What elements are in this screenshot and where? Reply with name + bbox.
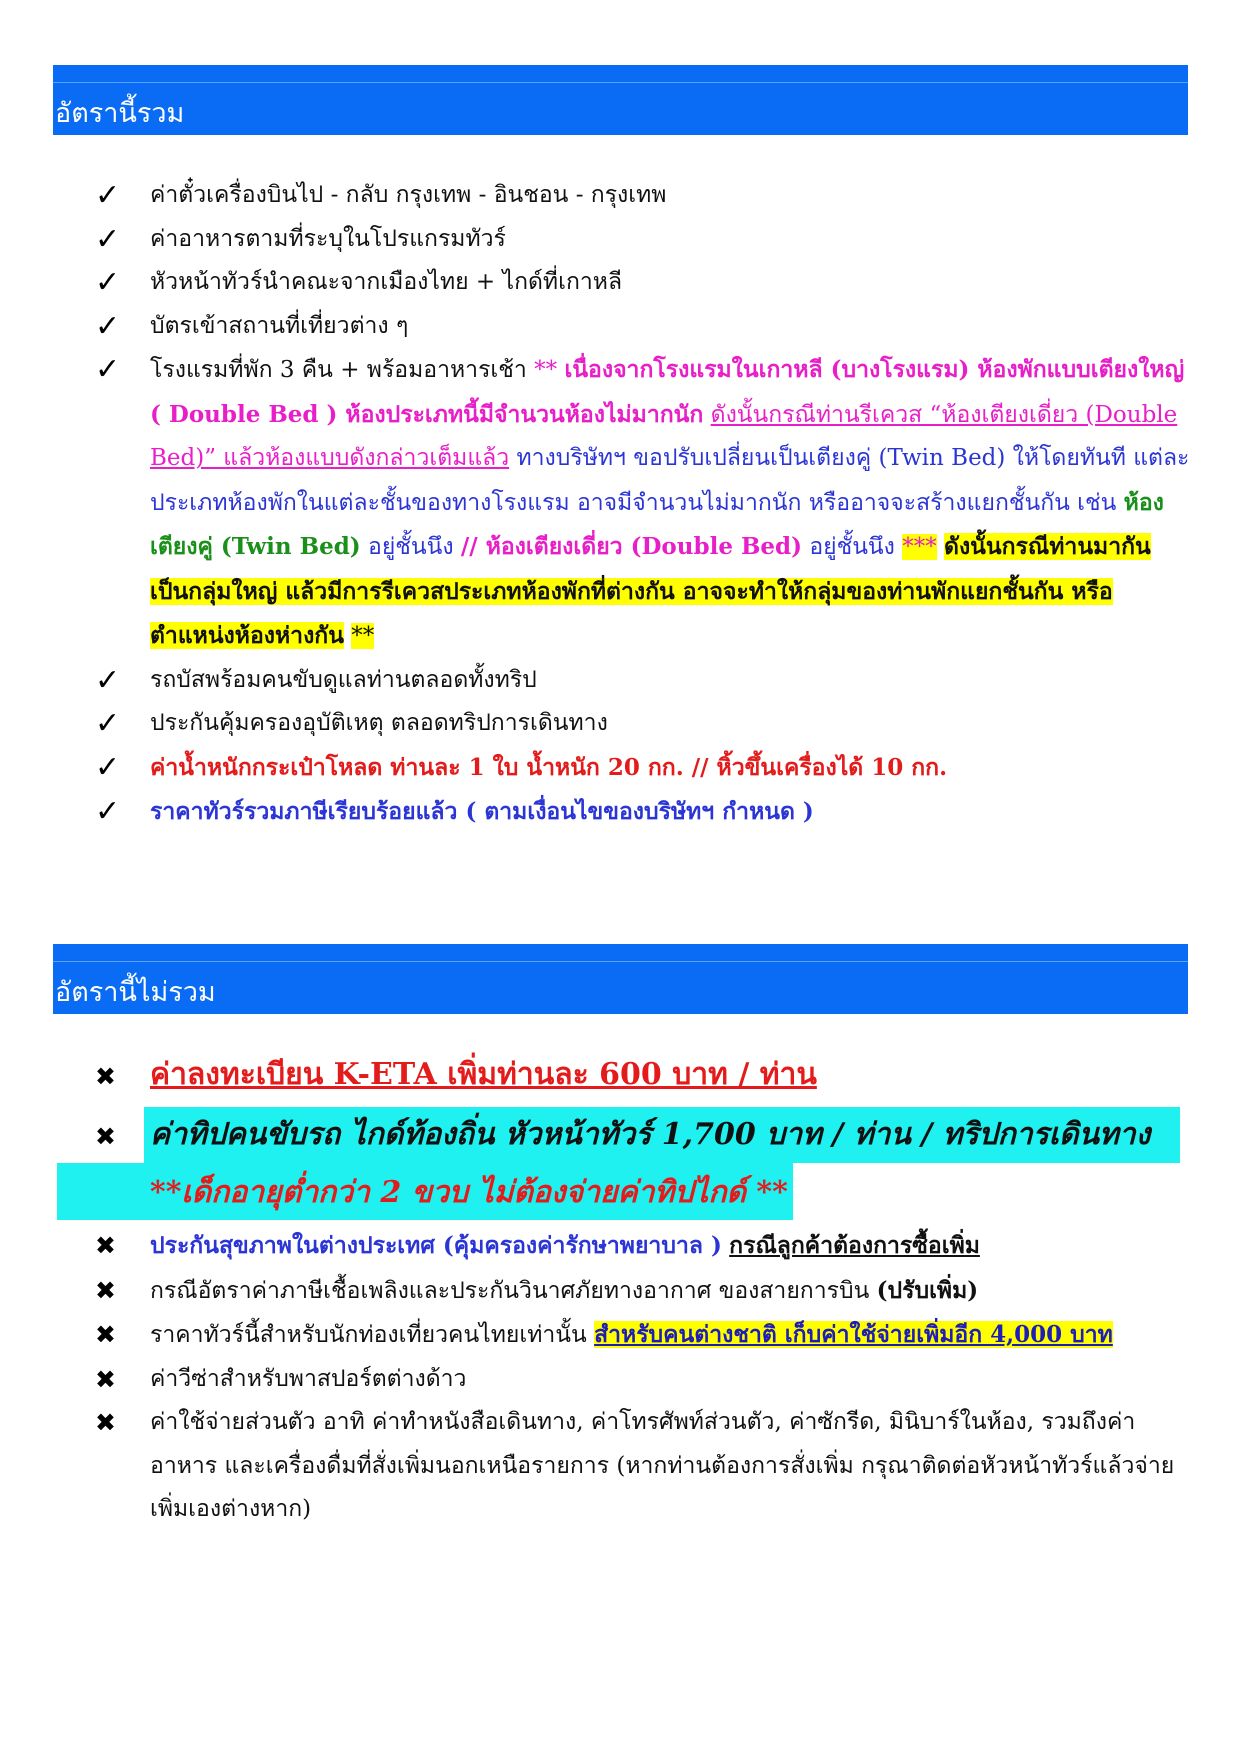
included-list — [95, 174, 1195, 835]
included-title: อัตรานี้รวม — [55, 98, 185, 129]
list-item: ✓ รถบัสพร้อมคนขับดูแลท่านตลอดทั้งทริป — [95, 659, 1195, 703]
list-item: ✖ ค่าใช้จ่ายส่วนตัว อาทิ ค่าทำหนังสือเดินทาง, ค่าโทรศัพท์ส่วนตัว, ค่าซักรีด, มินิบาร์ในห้อง, รวมถึงค่าอาหาร และเครื่องดื่มที่สั่งเพิ่มนอกเหนือรายการ (หากท่านต้องการสั่งเพิ่ม กรุณาติดต่อหัวหน้าทัวร์แล้วจ่ายเพิ่มเองต่างหาก) — [95, 1401, 1195, 1532]
x-icon: ✖ — [95, 1275, 116, 1305]
check-icon: ✓ — [95, 706, 121, 741]
check-icon: ✓ — [95, 794, 121, 829]
check-icon: ✓ — [95, 178, 121, 213]
list-item: ✓ ค่าตั๋วเครื่องบินไป - กลับ กรุงเทพ - อินชอน - กรุงเทพ — [95, 174, 1195, 218]
room-warning: ดังนั้นกรณีท่านมากันเป็นกลุ่มใหญ่ แล้วมีการรีเควสประเภทห้องพักที่ต่างกัน อาจจะทำให้กลุ่มของท่านพักแยกชั้นกัน หรือ ตำแหน่งห้องห่างกัน — [150, 533, 1151, 649]
x-icon: ✖ — [95, 1062, 116, 1091]
list-item: ✖ ค่าลงทะเบียน K-ETA เพิ่มท่านละ 600 บาท / ท่าน — [95, 1046, 1195, 1104]
header-rule — [53, 82, 1188, 83]
list-item: ✖ ค่าทิปคนขับรถ ไกด์ท้องถิ่น หัวหน้าทัวร์ 1,700 บาท / ท่าน / ทริปการเดินทาง **เด็กอายุต่ำกว่า 2 ขวบ ไม่ต้องจ่ายค่าทิปไกด์ ** — [95, 1106, 1195, 1222]
list-item: ✖ กรณีอัตราค่าภาษีเชื้อเพลิงและประกันวินาศภัยทางอากาศ ของสายการบิน (ปรับเพิ่ม) — [95, 1269, 1195, 1314]
check-icon: ✓ — [95, 749, 121, 785]
check-icon: ✓ — [95, 662, 121, 698]
list-item: ✓ บัตรเข้าสถานที่เที่ยวต่าง ๆ — [95, 305, 1195, 349]
excluded-header — [53, 944, 1188, 1014]
list-item: ✓ หัวหน้าทัวร์นำคณะจากเมืองไทย + ไกด์ที่เกาหลี — [95, 261, 1195, 305]
x-icon: ✖ — [95, 1231, 116, 1260]
check-icon: ✓ — [95, 221, 121, 257]
list-item: ✖ ประกันสุขภาพในต่างประเทศ (คุ้มครองค่ารักษาพยาบาล ) กรณีลูกค้าต้องการซื้อเพิ่ม — [95, 1224, 1195, 1269]
list-item: ✖ ค่าวีซ่าสำหรับพาสปอร์ตต่างด้าว — [95, 1358, 1195, 1402]
x-icon: ✖ — [95, 1320, 116, 1349]
hotel-item: ✓ โรงแรมที่พัก 3 คืน + พร้อมอาหารเช้า ** เนื่องจากโรงแรมในเกาหลี (บางโรงแรม) ห้องพักแบบเตียงใหญ่ ( Double Bed ) ห้องประเภทนี้มีจำนวนห้องไม่มากนัก ดังนั้นกรณีท่านรีเควส “ห้องเตียงเดี่ยว (Double Bed)” แล้วห้องแบบดังกล่าวเต็มแล้ว ทางบริษัทฯ ขอปรับเปลี่ยนเป็นเตียงคู่ (Twin Bed) ให้โดยทันที แต่ละประเภทห้องพักในแต่ละชั้นของทางโรงแรม อาจมีจำนวนไม่มากนัก หรืออาจจะสร้างแยกชั้นกัน เช่น ห้องเตียงคู่ (Twin Bed) อยู่ชั้นนึง // ห้องเตียงเดี่ยว (Double Bed) อยู่ชั้นนึง *** ดังนั้นกรณีท่านมากันเป็นกลุ่มใหญ่ แล้วมีการรีเควสประเภทห้องพักที่ต่างกัน อาจจะทำให้กลุ่มของท่านพักแยกชั้นกัน หรือ ตำแหน่งห้องห่างกัน ** — [95, 348, 1195, 659]
x-icon: ✖ — [95, 1364, 116, 1394]
x-icon: ✖ — [95, 1122, 116, 1151]
list-item: ✓ ราคาทัวร์รวมภาษีเรียบร้อยแล้ว ( ตามเงื่อนไขของบริษัทฯ กำหนด ) — [95, 790, 1195, 835]
excluded-list — [95, 1046, 1195, 1532]
list-item: ✓ ค่าอาหารตามที่ระบุในโปรแกรมทัวร์ — [95, 218, 1195, 262]
list-item: ✓ ค่าน้ำหนักกระเป๋าโหลด ท่านละ 1 ใบ น้ำหนัก 20 กก. // หิ้วขึ้นเครื่องได้ 10 กก. — [95, 746, 1195, 791]
list-item: ✓ ประกันคุ้มครองอุบัติเหตุ ตลอดทริปการเดินทาง — [95, 702, 1195, 746]
included-header — [53, 65, 1188, 135]
check-icon: ✓ — [95, 352, 121, 387]
check-icon: ✓ — [95, 265, 121, 300]
header-rule — [53, 961, 1188, 962]
check-icon: ✓ — [95, 308, 121, 344]
x-icon: ✖ — [95, 1408, 116, 1437]
excluded-title: อัตรานี้ไม่รวม — [55, 977, 216, 1008]
list-item: ✖ ราคาทัวร์นี้สำหรับนักท่องเที่ยวคนไทยเท่านั้น สำหรับคนต่างชาติ เก็บค่าใช้จ่ายเพิ่มอีก 4,000 บาท — [95, 1313, 1195, 1358]
